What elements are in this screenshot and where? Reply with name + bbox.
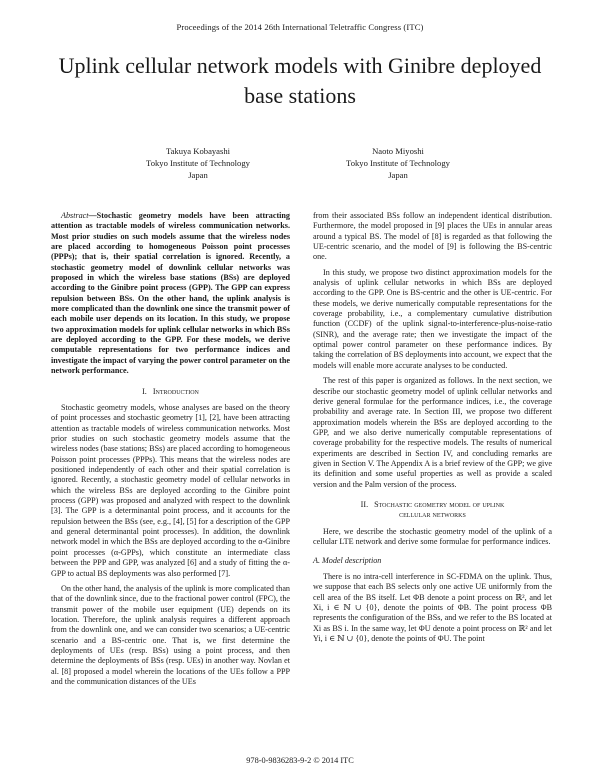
paragraph: On the other hand, the analysis of the uplink is more complicated than that of the downlink since, due to the fractional power control (FPC), the transmit power of the mobile user equipment (UE) depends on its location. Therefore, the uplink analysis requires a different approach from the downlink one, and we can consider two scenarios; a UE-centric scenario and a BS-centric one. That is, we first determine the deployments of UEs (resp. BSs) using a point process, and then determine the deployments of BSs (resp. UEs) in another way. Novlan et al. [8] proposed a model wherein the locations of the UEs follow a PPP and the communication distances of the UEs bbox=[51, 583, 290, 686]
author-block-2 bbox=[298, 146, 498, 181]
author-affiliation: Tokyo Institute of Technology bbox=[146, 157, 250, 168]
copyright-footer: 978-0-9836283-9-2 © 2014 ITC bbox=[246, 756, 354, 765]
author-affiliation: Tokyo Institute of Technology bbox=[346, 157, 450, 168]
author-country: Japan bbox=[188, 169, 208, 180]
paragraph: Here, we describe the stochastic geometry model of the uplink of a cellular LTE network and derive some formulae for performance indices. bbox=[313, 526, 552, 547]
section-heading-model: II. Stochastic geometry model of uplink cellular networks bbox=[360, 499, 505, 520]
subsection-heading-model-description: A. Model description bbox=[313, 555, 382, 565]
paragraph: The rest of this paper is organized as follows. In the next section, we describe our stochastic geometry model of uplink cellular networks and derive general formulae for the performance indices, i.e., the coverage probability and average rate. In Section III, we propose two different approximation models wherein the BSs are deployed according to the GPP, and we also derive numerically computable representations of coverage probability for the respective models. The results of numerical experiments are described in Section IV, and concluding remarks are given in Section V. The Appendix A is a brief review of the GPP; we give its definition and some useful properties as well as provide a scaled version and the Palm version of the process. bbox=[313, 376, 552, 489]
abstract-label: Abstract bbox=[61, 211, 89, 220]
author-block-1 bbox=[98, 146, 298, 181]
paragraph: Stochastic geometry models, whose analyses are based on the theory of point processes and stochastic geometry [1], [2], have been attracting attention as tractable models of wireless communication networks. Most prior studies on such stochastic geometry models assume that the wireless nodes (base stations; BSs) are placed according to homogeneous Poisson point processes (PPPs). This means that the wireless nodes are positioned independently of each other and their spatial correlation is ignored. Recently, a stochastic geometry model of cellular networks in which the wireless BSs are deployed according to the Ginibre point process (GPP) was proposed and analyzed with respect to the downlink [3]. The GPP is a determinantal point process, and it accounts for the repulsion between the BSs (see, e.g., [4], [5] for a description of the GPP and general determinantal point processes). In addition, the downlink network model in which the BSs are deployed according to the α-Ginibre point processes (α-GPPs), which constitute an intermediate class between the PPP and GPP, was analyzed [6] and a study of fitting the α-GPP to actual BS deployments was also performed [7]. bbox=[51, 403, 290, 578]
abstract: Abstract—Stochastic geometry models have been attracting attention as tractable models of wireless communication networks. Most prior studies on such models assume that the wireless nodes are placed according to homogeneous Poisson point processes (PPPs); that is, their spatial correlation is ignored. Recently, a stochastic geometry model of downlink cellular networks was proposed in which the wireless base stations (BSs) are deployed according to the Ginibre point process (GPP). The GPP can express repulsion between BSs. On the other hand, the uplink analysis is more complicated than the downlink one since the transmit power of each mobile user depends on its location. In this study, we propose two approximation models for uplink cellular networks in which BSs are deployed according to the GPP. For these models, we derive computable representations for two performance indices and investigate the impact of varying the power control parameter on the network performance. bbox=[51, 211, 290, 376]
left-column bbox=[51, 211, 290, 692]
paper-title: Uplink cellular network models with Ginibre deployed base stations bbox=[58, 53, 542, 108]
abstract-text: Stochastic geometry models have been attracting attention as tractable models of wireless communication networks. Most prior studies on such models assume that the wireless nodes are placed according to homogeneous Poisson point processes (PPPs); that is, their spatial correlation is ignored. Recently, a stochastic geometry model of downlink cellular networks was proposed in which the wireless base stations (BSs) are deployed according to the Ginibre point process (GPP). The GPP can express repulsion between BSs. On the other hand, the uplink analysis is more complicated than the downlink one since the transmit power of each mobile user depends on its location. In this study, we propose two approximation models for uplink cellular networks in which BSs are deployed according to the GPP. For these models, we derive computable representations for two performance indices and investigate the impact of varying the power control parameter on the network performance. bbox=[51, 211, 290, 376]
author-country: Japan bbox=[388, 169, 408, 180]
author-name: Takuya Kobayashi bbox=[165, 146, 231, 156]
paragraph: from their associated BSs follow an independent identical distribution. Furthermore, the model proposed in [9] places the UEs in annular areas around a typical BS. The model of [8] is regarded as that following the UE-centric scenario, and the model of [9] is following the BS-centric one. bbox=[313, 211, 552, 262]
proceedings-header: Proceedings of the 2014 26th International Teletraffic Congress (ITC) bbox=[176, 22, 424, 32]
paragraph: In this study, we propose two distinct approximation models for the analysis of uplink cellular networks in which BSs are deployed according to the GPP. One is BS-centric and the other is UE-centric. For these models, we derive numerically computable representations for the coverage probability, i.e., a complementary cumulative distribution function (CCDF) of the uplink signal-to-interference-plus-noise-ratio (SINR), and the average rate; then we investigate the impact of the optimal power control parameter on these performance indices. By taking the correlation of BS deployments into account, we expect that the models will enable more accurate analyses to be conducted. bbox=[313, 267, 552, 370]
paragraph: There is no intra-cell interference in SC-FDMA on the uplink. Thus, we suppose that each BS selects only one active UE uniformly from the cell area of the BS itself. Let ΦB denote a point process on ℝ², and let Xi, i ∈ ℕ ∪ {0}, denote the points of ΦB. The point process ΦB represents the configuration of the BSs, and we refer to the BS located at Xi as BS i. In the same way, let ΦU denote a point process on ℝ² and let Yi, i ∈ ℕ ∪ {0}, denote the points of ΦU. The point bbox=[313, 571, 552, 644]
right-column bbox=[313, 211, 552, 649]
section-heading-introduction: I. Introduction bbox=[142, 386, 199, 396]
author-name: Naoto Miyoshi bbox=[372, 146, 424, 156]
